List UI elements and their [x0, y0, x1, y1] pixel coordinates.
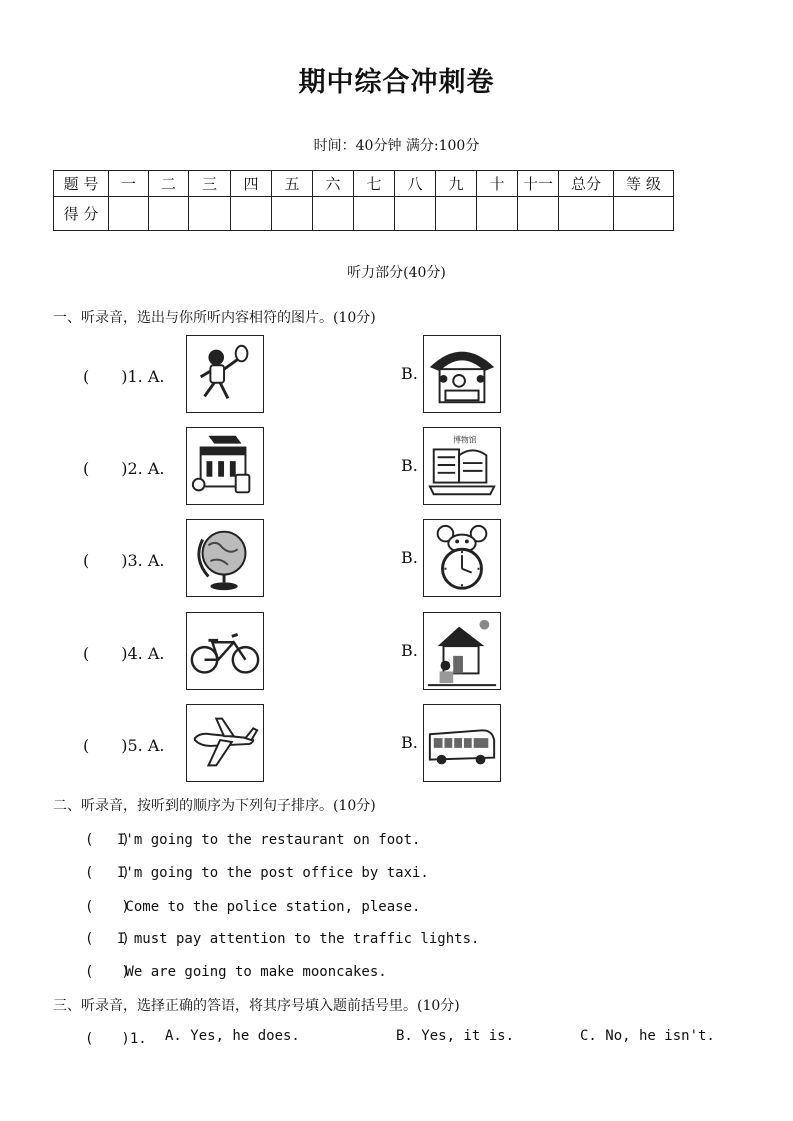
answer-paren[interactable]: ( ) [85, 865, 130, 881]
score-cell [477, 197, 518, 231]
question-4-label: ( )4. A. [83, 644, 165, 663]
choice-a[interactable]: A. Yes, he does. [165, 1028, 300, 1044]
sentence-5 [85, 961, 387, 981]
sentence-text: I'm going to the post office by taxi. [117, 865, 429, 881]
question-2-label: ( )2. A. [83, 459, 165, 478]
post-office-building-icon[interactable] [186, 427, 264, 505]
score-header-cell: 二 [149, 171, 189, 197]
score-header-label: 题 号 [54, 171, 109, 197]
sentence-text: I'm going to the restaurant on foot. [117, 832, 421, 848]
option-b-label: B. [401, 364, 418, 383]
score-header-cell: 十一 [518, 171, 559, 197]
score-row-label: 得 分 [54, 197, 109, 231]
choice-c[interactable]: C. No, he isn't. [580, 1028, 715, 1044]
sentence-2 [85, 862, 429, 882]
part1-heading: 一、听录音，选出与你所听内容相符的图片。(10分) [53, 310, 376, 326]
answer-paren[interactable]: ( ) [85, 931, 130, 947]
score-header-grade: 等 级 [614, 171, 674, 197]
score-cell [231, 197, 272, 231]
option-b-label: B. [401, 548, 418, 567]
score-header-total: 总分 [559, 171, 614, 197]
sentence-text: Come to the police station, please. [117, 899, 421, 915]
sentence-text: We are going to make mooncakes. [117, 964, 387, 980]
sentence-3 [85, 896, 420, 916]
score-cell [109, 197, 149, 231]
score-cell [189, 197, 231, 231]
museum-sign: 博物馆 [453, 435, 477, 445]
score-header-cell: 四 [231, 171, 272, 197]
house-boy-icon[interactable] [423, 612, 501, 690]
shop-window-icon[interactable] [423, 335, 501, 413]
airplane-icon[interactable] [186, 704, 264, 782]
score-header-cell: 一 [109, 171, 149, 197]
option-b-label: B. [401, 641, 418, 660]
question-5-label: ( )5. A. [83, 736, 165, 755]
answer-paren[interactable]: ( ) [85, 964, 130, 980]
score-cell [272, 197, 313, 231]
listening-section-title: 听力部分(40分) [347, 265, 446, 281]
score-header-cell: 九 [436, 171, 477, 197]
score-header-cell: 五 [272, 171, 313, 197]
badminton-player-icon[interactable] [186, 335, 264, 413]
sentence-4 [85, 928, 479, 948]
part3-question-1-label: ( )1. [85, 1031, 147, 1047]
museum-building-icon[interactable] [423, 427, 501, 505]
score-header-cell: 八 [395, 171, 436, 197]
sentence-1 [85, 829, 420, 849]
option-b-label: B. [401, 456, 418, 475]
score-header-cell: 三 [189, 171, 231, 197]
page-title: 期中综合冲刺卷 [298, 67, 495, 98]
bus-icon[interactable] [423, 704, 501, 782]
mouse-clock-icon[interactable] [423, 519, 501, 597]
part3-heading: 三、听录音，选择正确的答语，将其序号填入题前括号里。(10分) [53, 998, 460, 1014]
question-3-label: ( )3. A. [83, 551, 165, 570]
score-cell [149, 197, 189, 231]
part2-heading: 二、听录音，按听到的顺序为下列句子排序。(10分) [53, 798, 376, 814]
option-b-label: B. [401, 733, 418, 752]
bicycle-icon[interactable] [186, 612, 264, 690]
score-cell [395, 197, 436, 231]
answer-paren[interactable]: ( ) [85, 832, 130, 848]
score-header-cell: 七 [354, 171, 395, 197]
score-cell [614, 197, 674, 231]
score-header-cell: 十 [477, 171, 518, 197]
score-cell [559, 197, 614, 231]
score-cell [518, 197, 559, 231]
question-1-label: ( )1. A. [83, 367, 165, 386]
score-table [53, 170, 674, 231]
globe-icon[interactable] [186, 519, 264, 597]
score-cell [313, 197, 354, 231]
score-cell [354, 197, 395, 231]
choice-b[interactable]: B. Yes, it is. [396, 1028, 515, 1044]
answer-paren[interactable]: ( ) [85, 899, 130, 915]
sentence-text: I must pay attention to the traffic lights. [117, 931, 480, 947]
exam-meta: 时间：40分钟 满分:100分 [313, 138, 480, 154]
score-header-cell: 六 [313, 171, 354, 197]
score-cell [436, 197, 477, 231]
